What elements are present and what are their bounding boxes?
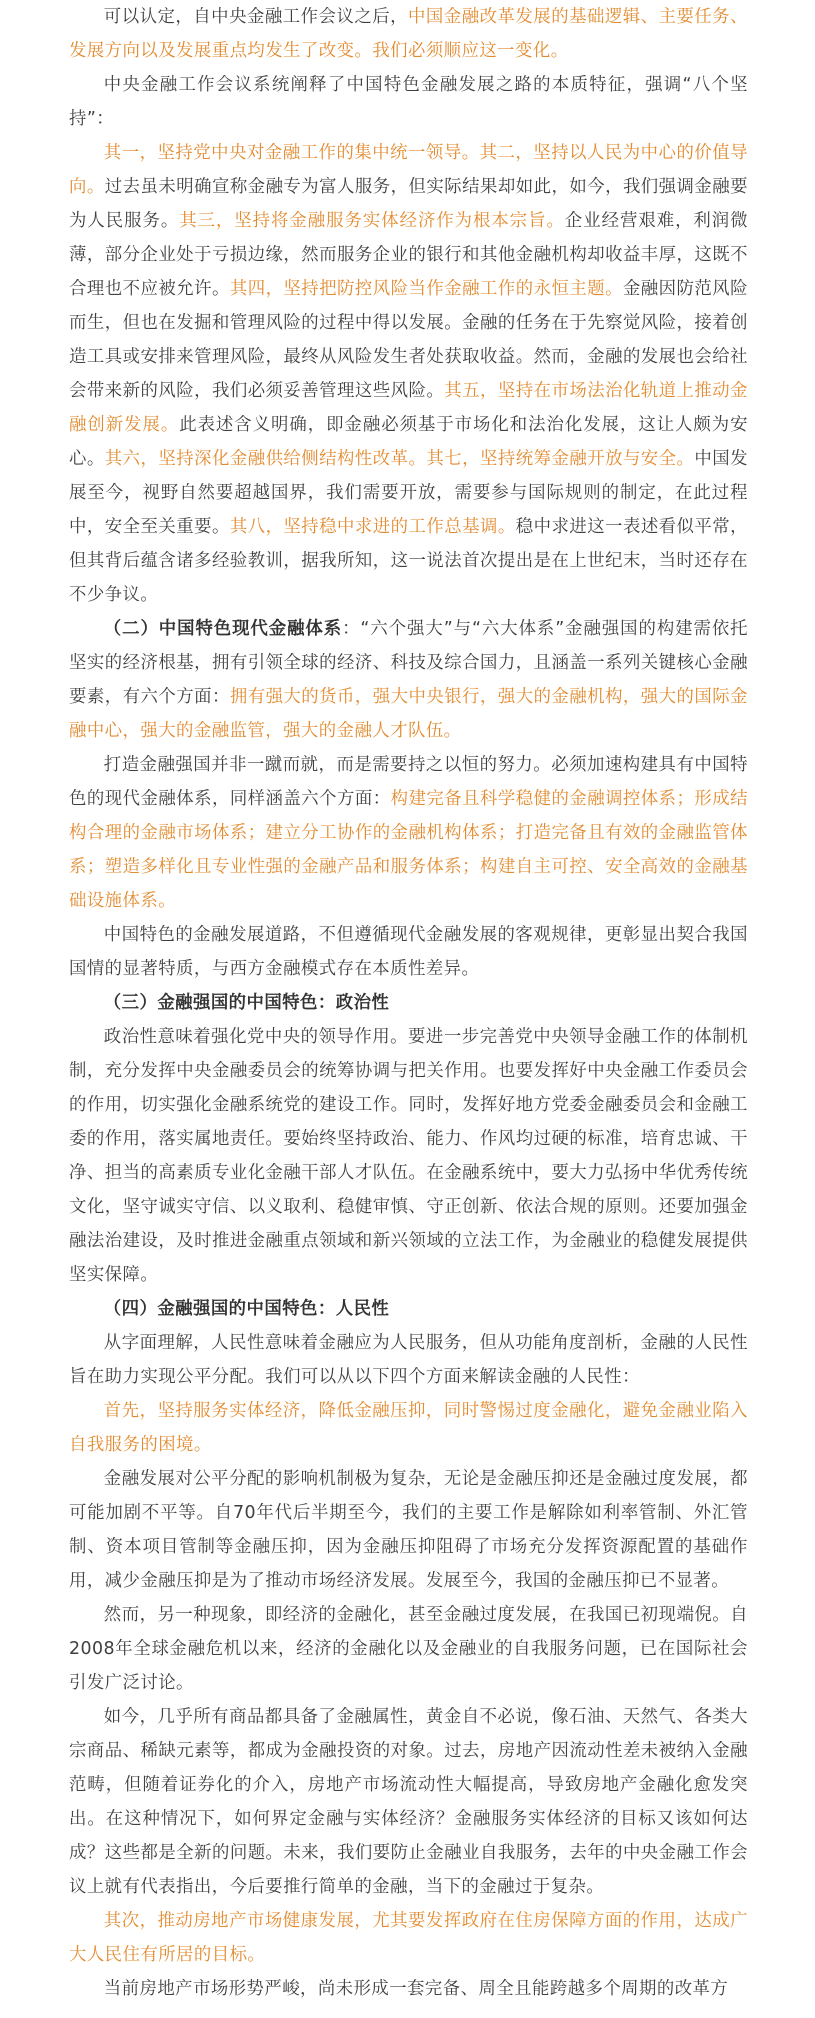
highlighted-text: 其六，坚持深化金融供给侧结构性改革。其七，坚持统筹金融开放与安全。	[104, 449, 695, 469]
highlighted-text: 构建完备且科学稳健的金融调控体系；形成结构合理的金融市场体系；建立分工协作的金融机构体系；打造完备且有效的金融监管体系；塑造多样化且专业性强的金融产品和服务体系；构建自主可控、安全高效的金融基础设施体系。	[69, 789, 748, 911]
paragraph	[69, 1462, 748, 1598]
highlighted-text: 其八，坚持稳中求进的工作总基调。	[229, 517, 516, 537]
body-text: 过去虽未明确宣称金融专为富人服务，但实际结果却如此，如今，我们强调金融要为人民服务。	[69, 177, 748, 231]
paragraph	[69, 1394, 748, 1462]
paragraph	[69, 136, 748, 612]
body-text: 如今，几乎所有商品都具备了金融属性，黄金自不必说，像石油、天然气、各类大宗商品、稀缺元素等，都成为金融投资的对象。过去，房地产因流动性差未被纳入金融范畴，但随着证券化的介入，房地产市场流动性大幅提高，导致房地产金融化愈发突出。在这种情况下，如何界定金融与实体经济？金融服务实体经济的目标又该如何达成？这些都是全新的问题。未来，我们要防止金融业自我服务，去年的中央金融工作会议上就有代表指出，今后要推行简单的金融，当下的金融过于复杂。	[69, 1707, 748, 1897]
highlighted-text: 其五，坚持在市场法治化轨道上推动金融创新发展。	[69, 381, 748, 435]
paragraph	[69, 1292, 748, 1326]
body-text: 稳中求进这一表述看似平常，但其背后蕴含诸多经验教训，据我所知，这一说法首次提出是在上世纪末，当时还存在不少争议。	[69, 517, 748, 605]
paragraph	[69, 1700, 748, 1904]
paragraph	[69, 612, 748, 748]
body-text: ：“六个强大”与“六大体系”金融强国的构建需依托坚实的经济根基，拥有引领全球的经济、科技及综合国力，且涵盖一系列关键核心金融要素，有六个方面：	[69, 619, 748, 707]
body-text: 从字面理解，人民性意味着金融应为人民服务，但从功能角度剖析，金融的人民性旨在助力实现公平分配。我们可以从以下四个方面来解读金融的人民性：	[69, 1333, 748, 1387]
paragraph	[69, 918, 748, 986]
body-text: 企业经营艰难，利润微薄，部分企业处于亏损边缘，然而服务企业的银行和其他金融机构却收益丰厚，这既不合理也不应被允许。	[69, 211, 749, 299]
body-text: 中国特色的金融发展道路，不但遵循现代金融发展的客观规律，更彰显出契合我国国情的显著特质，与西方金融模式存在本质性差异。	[69, 925, 748, 979]
body-text: 然而，另一种现象，即经济的金融化，甚至金融过度发展，在我国已初现端倪。自2008年全球金融危机以来，经济的金融化以及金融业的自我服务问题，已在国际社会引发广泛讨论。	[69, 1605, 748, 1693]
body-text: 可以认定，自中央金融工作会议之后，	[103, 7, 409, 27]
highlighted-text: 其次，推动房地产市场健康发展，尤其要发挥政府在住房保障方面的作用，达成广大人民住有所居的目标。	[69, 1911, 748, 1965]
body-text: 此表述含义明确，即金融必须基于市场化和法治化发展，这让人颇为安心。	[69, 415, 748, 469]
highlighted-text: 中国金融改革发展的基础逻辑、主要任务、发展方向以及发展重点均发生了改变。我们必须顺应这一变化。	[69, 7, 748, 61]
body-text: 打造金融强国并非一蹴而就，而是需要持之以恒的努力。必须加速构建具有中国特色的现代金融体系，同样涵盖六个方面：	[69, 755, 748, 809]
paragraph	[69, 1904, 748, 1972]
paragraph	[69, 1020, 748, 1292]
paragraph	[69, 1972, 748, 2006]
paragraphs	[69, 0, 748, 2006]
paragraph	[69, 986, 748, 1020]
highlighted-text: 其四，坚持把防控风险当作金融工作的永恒主题。	[229, 279, 623, 299]
paragraph	[69, 1598, 748, 1700]
body-text: 中央金融工作会议系统阐释了中国特色金融发展之路的本质特征，强调“八个坚持”：	[69, 75, 748, 129]
body-text: 当前房地产市场形势严峻，尚未形成一套完备、周全且能跨越多个周期的改革方	[103, 1979, 729, 1999]
highlighted-text: 其三，坚持将金融服务实体经济作为根本宗旨。	[179, 211, 565, 231]
highlighted-text: 其一，坚持党中央对金融工作的集中统一领导。其二，坚持以人民为中心的价值导向。	[69, 143, 748, 197]
highlighted-text: 拥有强大的货币，强大中央银行，强大的金融机构，强大的国际金融中心，强大的金融监管，强大的金融人才队伍。	[69, 687, 748, 741]
paragraph	[69, 1326, 748, 1394]
body-text: 政治性意味着强化党中央的领导作用。要进一步完善党中央领导金融工作的体制机制，充分发挥中央金融委员会的统筹协调与把关作用。也要发挥好中央金融工作委员会的作用，切实强化金融系统党的建设工作。同时，发挥好地方党委金融委员会和金融工委的作用，落实属地责任。要始终坚持政治、能力、作风均过硬的标准，培育忠诚、干净、担当的高素质专业化金融干部人才队伍。在金融系统中，要大力弘扬中华优秀传统文化，坚守诚实守信、以义取利、稳健审慎、守正创新、依法合规的原则。还要加强金融法治建设，及时推进金融重点领域和新兴领域的立法工作，为金融业的稳健发展提供坚实保障。	[69, 1027, 748, 1285]
section-heading: （二）中国特色现代金融体系	[103, 619, 343, 639]
body-text: 金融发展对公平分配的影响机制极为复杂，无论是金融压抑还是金融过度发展，都可能加剧不平等。自70年代后半期至今，我们的主要工作是解除如利率管制、外汇管制、资本项目管制等金融压抑，因为金融压抑阻碍了市场充分发挥资源配置的基础作用，减少金融压抑是为了推动市场经济发展。发展至今，我国的金融压抑已不显著。	[69, 1469, 748, 1591]
body-text: 中国发展至今，视野自然要超越国界，我们需要开放，需要参与国际规则的制定，在此过程中，安全至关重要。	[69, 449, 749, 537]
paragraph	[69, 68, 748, 136]
section-heading: （三）金融强国的中国特色：政治性	[103, 993, 390, 1013]
highlighted-text: 首先，坚持服务实体经济，降低金融压抑，同时警惕过度金融化，避免金融业陷入自我服务的困境。	[69, 1401, 748, 1455]
body-text: 金融因防范风险而生，但也在发掘和管理风险的过程中得以发展。金融的任务在于先察觉风险，接着创造工具或安排来管理风险，最终从风险发生者处获取收益。然而，金融的发展也会给社会带来新的风险，我们必须妥善管理这些风险。	[69, 279, 748, 401]
section-heading: （四）金融强国的中国特色：人民性	[103, 1299, 390, 1319]
paragraph	[69, 748, 748, 918]
paragraph	[69, 0, 748, 68]
